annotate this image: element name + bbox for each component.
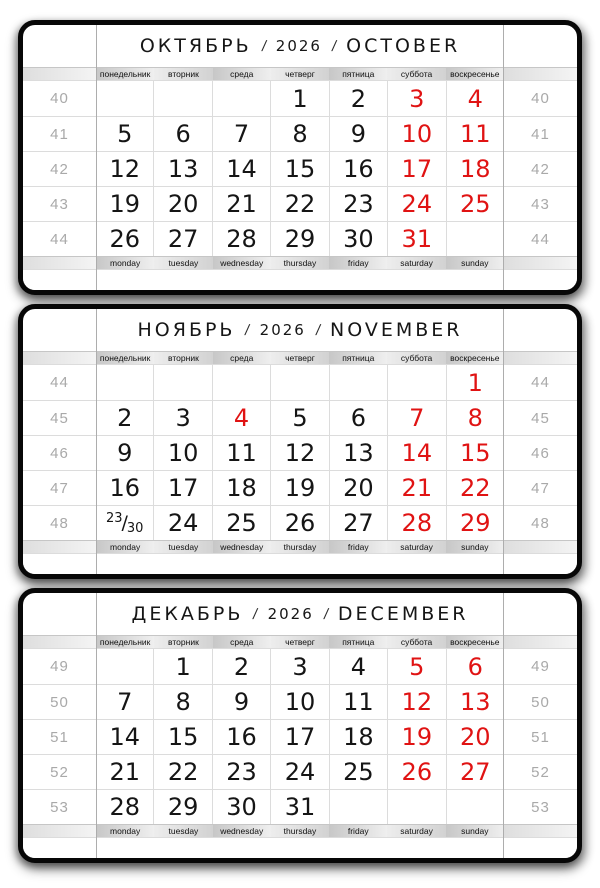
date-cell: 4 xyxy=(212,401,270,435)
date-cell: 18 xyxy=(329,720,387,754)
date-cell: 11 xyxy=(212,436,270,470)
date-cell: 8 xyxy=(446,401,504,435)
weekday-label-en: friday xyxy=(329,825,387,837)
date-cell: 15 xyxy=(446,436,504,470)
date-cell: 2 xyxy=(117,404,133,432)
date-cell: 5 xyxy=(387,649,445,684)
date-cell: 5 xyxy=(117,120,133,148)
weekday-label-ru: понедельник xyxy=(96,68,154,80)
date-cell-empty xyxy=(329,790,387,824)
band-side-segment xyxy=(504,636,577,648)
weekday-label-en: sunday xyxy=(446,541,504,553)
calendar-week-row xyxy=(23,116,577,151)
weekday-header-band xyxy=(23,635,577,649)
date-cell: 18 xyxy=(446,152,504,186)
date-cell: 9 xyxy=(212,685,270,719)
weekday-header-band xyxy=(23,351,577,365)
month-panel-november xyxy=(18,304,582,579)
calendar-week-row xyxy=(23,505,577,540)
month-panel-inner xyxy=(23,593,577,858)
band-side-segment xyxy=(504,541,577,553)
weekday-label-ru: среда xyxy=(213,352,271,364)
grid-vertical-line-left xyxy=(96,309,97,574)
weekday-label-ru: воскресенье xyxy=(446,636,504,648)
weekday-footer-band xyxy=(23,824,577,838)
date-cell: 19 xyxy=(270,471,328,505)
month-year: 2026 xyxy=(267,605,314,623)
weekday-label-ru: среда xyxy=(213,636,271,648)
week-number-right: 46 xyxy=(531,444,550,462)
month-panel-december xyxy=(18,588,582,863)
date-cell: 10 xyxy=(387,117,445,151)
weekday-label-ru: пятница xyxy=(329,352,387,364)
date-cell: 16 xyxy=(109,474,140,502)
month-title-ru: ОКТЯБРЬ xyxy=(139,35,252,57)
weekday-label-ru: среда xyxy=(213,68,271,80)
date-cell: 25 xyxy=(329,755,387,789)
band-side-segment xyxy=(23,541,96,553)
date-cell: 20 xyxy=(446,720,504,754)
weekday-label-en: monday xyxy=(96,541,154,553)
date-cell: 7 xyxy=(212,117,270,151)
band-side-segment xyxy=(504,825,577,837)
calendar-week-row xyxy=(23,719,577,754)
date-cell: 22 xyxy=(153,755,211,789)
date-cell: 1 xyxy=(270,81,328,116)
date-cell: 5 xyxy=(270,401,328,435)
date-cell: 6 xyxy=(446,649,504,684)
week-number-right: 50 xyxy=(531,693,550,711)
band-side-segment xyxy=(23,68,96,80)
date-cell: 9 xyxy=(329,117,387,151)
calendar-week-row xyxy=(23,789,577,824)
week-number-right: 40 xyxy=(531,90,550,107)
weekday-label-ru: воскресенье xyxy=(446,352,504,364)
month-title-ru: ДЕКАБРЬ xyxy=(131,603,244,625)
calendar-week-row xyxy=(23,81,577,116)
date-cell: 21 xyxy=(212,187,270,221)
date-cell: 24 xyxy=(387,187,445,221)
week-number-left: 52 xyxy=(50,763,69,781)
week-number-left: 42 xyxy=(50,160,69,178)
week-number-left: 49 xyxy=(50,658,69,675)
date-cell: 12 xyxy=(109,155,140,183)
week-number-left: 43 xyxy=(50,195,69,213)
month-title xyxy=(23,25,577,67)
date-cell: 27 xyxy=(329,506,387,540)
date-cell: 10 xyxy=(153,436,211,470)
band-side-segment xyxy=(504,352,577,364)
date-cell: 31 xyxy=(270,790,328,824)
date-cell: 25 xyxy=(446,187,504,221)
date-cell: 17 xyxy=(153,471,211,505)
week-number-left: 50 xyxy=(50,693,69,711)
calendar-week-row xyxy=(23,365,577,400)
weekday-label-en: wednesday xyxy=(213,257,271,269)
month-panel-inner xyxy=(23,309,577,574)
weekday-label-ru: четверг xyxy=(271,636,329,648)
band-side-segment xyxy=(23,825,96,837)
calendar-grid xyxy=(23,365,577,540)
date-cell: 14 xyxy=(109,723,140,751)
date-slash: / xyxy=(121,512,128,534)
calendar-week-row xyxy=(23,649,577,684)
date-cell: 12 xyxy=(270,436,328,470)
date-cell: 27 xyxy=(446,755,504,789)
date-cell: 27 xyxy=(153,222,211,256)
weekday-label-ru: пятница xyxy=(329,636,387,648)
month-year: 2026 xyxy=(259,321,306,339)
title-separator: / xyxy=(251,605,260,623)
weekday-label-en: friday xyxy=(329,541,387,553)
date-cell: 14 xyxy=(387,436,445,470)
date-cell: 6 xyxy=(153,117,211,151)
date-cell: 1 xyxy=(153,649,211,684)
band-side-segment xyxy=(23,352,96,364)
weekday-label-en: wednesday xyxy=(213,825,271,837)
week-number-right: 48 xyxy=(531,514,550,532)
week-number-right: 44 xyxy=(531,374,550,391)
title-separator: / xyxy=(314,321,322,339)
date-cell xyxy=(96,506,153,540)
month-title-en: NOVEMBER xyxy=(330,319,463,341)
date-cell: 15 xyxy=(270,152,328,186)
band-side-segment xyxy=(504,68,577,80)
date-cell-empty xyxy=(446,222,504,256)
date-cell: 29 xyxy=(270,222,328,256)
date-cell: 3 xyxy=(270,649,328,684)
calendar-week-row xyxy=(23,470,577,505)
date-cell: 28 xyxy=(212,222,270,256)
date-cell: 26 xyxy=(109,225,140,253)
week-number-left: 44 xyxy=(50,230,69,248)
week-number-right: 49 xyxy=(531,658,550,675)
weekday-label-en: sunday xyxy=(446,825,504,837)
grid-vertical-line-right xyxy=(503,593,504,858)
date-cell: 8 xyxy=(153,685,211,719)
date-cell: 13 xyxy=(153,152,211,186)
weekday-label-en: wednesday xyxy=(213,541,271,553)
title-separator: / xyxy=(330,37,338,55)
panel-bottom-space xyxy=(23,270,577,290)
date-cell: 18 xyxy=(212,471,270,505)
date-over: 23 xyxy=(105,510,123,526)
weekday-label-en: thursday xyxy=(271,541,329,553)
date-cell: 1 xyxy=(446,365,504,400)
date-cell: 20 xyxy=(329,471,387,505)
date-cell: 23 xyxy=(329,187,387,221)
weekday-label-ru: понедельник xyxy=(96,352,154,364)
date-cell: 11 xyxy=(446,117,504,151)
grid-vertical-line-left xyxy=(96,593,97,858)
date-cell: 17 xyxy=(387,152,445,186)
band-side-segment xyxy=(23,636,96,648)
weekday-label-ru: суббота xyxy=(387,352,445,364)
weekday-footer-band xyxy=(23,256,577,270)
calendar-week-row xyxy=(23,400,577,435)
week-number-right: 42 xyxy=(531,160,550,178)
weekday-label-ru: понедельник xyxy=(96,636,154,648)
month-panel-october xyxy=(18,20,582,295)
date-cell: 10 xyxy=(270,685,328,719)
date-cell: 7 xyxy=(117,688,133,716)
week-number-right: 45 xyxy=(531,409,550,427)
date-cell: 2 xyxy=(212,649,270,684)
date-cell-empty xyxy=(212,81,270,116)
date-cell-empty xyxy=(96,365,153,400)
date-cell: 20 xyxy=(153,187,211,221)
calendar-week-row xyxy=(23,754,577,789)
weekday-label-ru: суббота xyxy=(387,68,445,80)
date-cell: 13 xyxy=(446,685,504,719)
weekday-label-en: saturday xyxy=(387,541,445,553)
month-title-en: DECEMBER xyxy=(337,603,469,625)
weekday-label-en: monday xyxy=(96,825,154,837)
date-cell: 31 xyxy=(387,222,445,256)
panel-bottom-space xyxy=(23,838,577,858)
date-cell: 21 xyxy=(387,471,445,505)
date-cell: 16 xyxy=(329,152,387,186)
date-cell-empty xyxy=(329,365,387,400)
date-cell: 14 xyxy=(212,152,270,186)
date-cell-empty xyxy=(96,81,153,116)
date-cell: 26 xyxy=(387,755,445,789)
date-cell: 11 xyxy=(329,685,387,719)
weekday-label-en: tuesday xyxy=(154,541,212,553)
date-cell: 4 xyxy=(446,81,504,116)
grid-vertical-line-left xyxy=(96,25,97,290)
month-title xyxy=(23,593,577,635)
panel-bottom-space xyxy=(23,554,577,574)
date-cell: 19 xyxy=(109,190,140,218)
date-cell-empty xyxy=(270,365,328,400)
date-cell: 28 xyxy=(387,506,445,540)
calendar-week-row xyxy=(23,435,577,470)
band-side-segment xyxy=(23,257,96,269)
weekday-label-ru: вторник xyxy=(154,68,212,80)
calendar-week-row xyxy=(23,221,577,256)
weekday-label-en: thursday xyxy=(271,257,329,269)
date-cell: 7 xyxy=(387,401,445,435)
calendar-grid xyxy=(23,81,577,256)
month-title-ru: НОЯБРЬ xyxy=(137,319,236,341)
weekday-footer-band xyxy=(23,540,577,554)
band-side-segment xyxy=(504,257,577,269)
weekday-label-ru: четверг xyxy=(271,68,329,80)
date-cell: 3 xyxy=(153,401,211,435)
week-number-left: 41 xyxy=(50,125,69,143)
weekday-header-band xyxy=(23,67,577,81)
date-cell: 24 xyxy=(270,755,328,789)
date-under: 30 xyxy=(126,520,144,536)
date-cell: 22 xyxy=(446,471,504,505)
weekday-label-ru: вторник xyxy=(154,636,212,648)
date-cell: 6 xyxy=(329,401,387,435)
calendar-week-row xyxy=(23,684,577,719)
date-cell: 16 xyxy=(212,720,270,754)
date-cell: 19 xyxy=(387,720,445,754)
week-number-left: 48 xyxy=(50,514,69,532)
week-number-left: 47 xyxy=(50,479,69,497)
date-cell-empty xyxy=(387,790,445,824)
week-number-left: 51 xyxy=(50,728,69,746)
date-cell: 2 xyxy=(329,81,387,116)
date-cell: 3 xyxy=(387,81,445,116)
grid-vertical-line-right xyxy=(503,309,504,574)
date-cell-empty xyxy=(153,81,211,116)
weekday-label-ru: воскресенье xyxy=(446,68,504,80)
month-title xyxy=(23,309,577,351)
date-cell: 26 xyxy=(270,506,328,540)
week-number-left: 45 xyxy=(50,409,69,427)
week-number-left: 46 xyxy=(50,444,69,462)
weekday-label-ru: пятница xyxy=(329,68,387,80)
week-number-right: 44 xyxy=(531,230,550,248)
date-cell: 8 xyxy=(270,117,328,151)
date-cell: 15 xyxy=(153,720,211,754)
calendar-week-row xyxy=(23,186,577,221)
month-year: 2026 xyxy=(275,37,322,55)
week-number-left: 40 xyxy=(50,90,69,107)
week-number-left: 53 xyxy=(50,798,69,816)
date-cell: 22 xyxy=(270,187,328,221)
weekday-label-en: thursday xyxy=(271,825,329,837)
grid-vertical-line-right xyxy=(503,25,504,290)
weekday-label-en: sunday xyxy=(446,257,504,269)
date-cell: 24 xyxy=(153,506,211,540)
date-cell: 12 xyxy=(387,685,445,719)
date-cell-empty xyxy=(446,790,504,824)
date-cell-empty xyxy=(96,649,153,684)
weekday-label-en: saturday xyxy=(387,825,445,837)
weekday-label-ru: суббота xyxy=(387,636,445,648)
date-cell: 23 xyxy=(212,755,270,789)
date-cell: 28 xyxy=(109,793,140,821)
month-panel-inner xyxy=(23,25,577,290)
title-separator: / xyxy=(243,321,252,339)
title-separator: / xyxy=(322,605,330,623)
weekday-label-ru: вторник xyxy=(154,352,212,364)
date-cell: 25 xyxy=(212,506,270,540)
date-cell: 9 xyxy=(117,439,133,467)
date-cell: 30 xyxy=(212,790,270,824)
weekday-label-ru: четверг xyxy=(271,352,329,364)
date-cell-empty xyxy=(212,365,270,400)
month-title-en: OCTOBER xyxy=(346,35,461,57)
weekday-label-en: tuesday xyxy=(154,257,212,269)
week-number-right: 41 xyxy=(531,125,550,143)
date-cell-empty xyxy=(387,365,445,400)
week-number-right: 43 xyxy=(531,195,550,213)
week-number-right: 47 xyxy=(531,479,550,497)
week-number-left: 44 xyxy=(50,374,69,391)
date-cell: 17 xyxy=(270,720,328,754)
date-cell: 21 xyxy=(109,758,140,786)
date-cell: 30 xyxy=(329,222,387,256)
week-number-right: 53 xyxy=(531,798,550,816)
date-cell: 29 xyxy=(153,790,211,824)
title-separator: / xyxy=(260,37,268,55)
weekday-label-en: tuesday xyxy=(154,825,212,837)
date-cell-empty xyxy=(153,365,211,400)
date-cell: 4 xyxy=(329,649,387,684)
date-cell: 13 xyxy=(329,436,387,470)
weekday-label-en: monday xyxy=(96,257,154,269)
weekday-label-en: saturday xyxy=(387,257,445,269)
week-number-right: 52 xyxy=(531,763,550,781)
calendar-grid xyxy=(23,649,577,824)
calendar-week-row xyxy=(23,151,577,186)
week-number-right: 51 xyxy=(531,728,550,746)
date-cell: 29 xyxy=(446,506,504,540)
weekday-label-en: friday xyxy=(329,257,387,269)
